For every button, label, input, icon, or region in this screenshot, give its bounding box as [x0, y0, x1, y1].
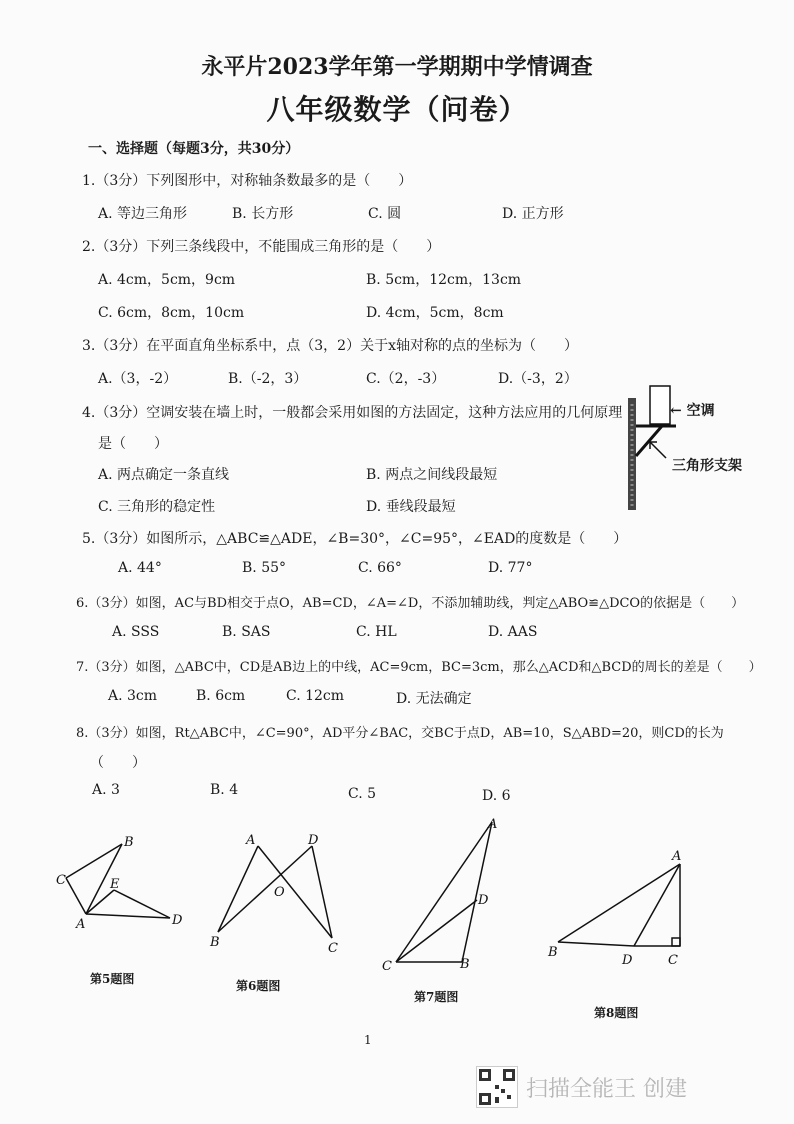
figure-6-caption: 第6题图: [236, 979, 281, 993]
q7-option-c: C. 12cm: [286, 688, 345, 704]
ac-unit-label: ← 空调: [670, 403, 715, 419]
question-6-stem: 6.（3分）如图，AC与BD相交于点O，AB=CD，∠A=∠D，不添加辅助线，判定△ABO≌△DCO的依据是（ ）: [76, 596, 745, 611]
figure-8-caption: 第8题图: [594, 1006, 639, 1020]
q2-option-b: B. 5cm，12cm，13cm: [366, 272, 522, 288]
fig5-label-e: E: [110, 877, 120, 892]
q4-option-b: B. 两点之间线段最短: [366, 467, 498, 483]
page-title: 永平片2023学年第一学期期中学情调查: [201, 54, 593, 80]
question-4-stem: 4.（3分）空调安装在墙上时，一般都会采用如图的方法固定，这种方法应用的几何原理: [82, 405, 623, 421]
fig6-label-c: C: [328, 941, 338, 955]
figure-8: [544, 842, 694, 972]
fig8-label-a: A: [672, 849, 682, 864]
q8-option-a: A. 3: [92, 782, 120, 798]
figure-7: [378, 812, 508, 972]
q2-option-d: D. 4cm，5cm，8cm: [366, 305, 504, 321]
q1-option-b: B. 长方形: [232, 206, 294, 222]
question-5-stem: 5.（3分）如图所示，△ABC≌△ADE，∠B=30°，∠C=95°，∠EAD的度数是（ ）: [82, 531, 628, 547]
q7-option-d: D. 无法确定: [396, 691, 472, 707]
question-3-stem: 3.（3分）在平面直角坐标系中，点（3，2）关于x轴对称的点的坐标为（ ）: [82, 338, 578, 354]
question-4-stem-cont: 是（ ）: [98, 436, 168, 452]
q7-option-a: A. 3cm: [108, 688, 158, 704]
q5-option-d: D. 77°: [488, 560, 533, 576]
figure-7-caption: 第7题图: [414, 990, 459, 1004]
fig7-label-a: A: [488, 817, 498, 832]
arrow-icon: [648, 440, 668, 460]
fig7-label-d: D: [478, 893, 489, 908]
figure-5: [52, 830, 192, 940]
q6-option-b: B. SAS: [222, 624, 271, 640]
q8-option-d: D. 6: [482, 788, 511, 804]
page-number: 1: [364, 1033, 372, 1047]
watermark-text: 扫描全能王 创建: [526, 1077, 687, 1102]
q3-option-d: D.（-3，2）: [498, 371, 578, 387]
q3-option-a: A.（3，-2）: [98, 371, 178, 387]
ac-unit: [650, 386, 670, 424]
q3-option-c: C.（2，-3）: [366, 371, 446, 387]
figure-5-caption: 第5题图: [90, 972, 135, 986]
q4-option-a: A. 两点确定一条直线: [98, 467, 230, 483]
q1-option-a: A. 等边三角形: [98, 206, 188, 222]
q1-option-c: C. 圆: [368, 206, 402, 222]
fig6-label-d: D: [308, 833, 319, 848]
fig6-label-o: O: [274, 885, 285, 900]
q8-option-c: C. 5: [348, 786, 377, 802]
question-8-stem: 8.（3分）如图，Rt△ABC中，∠C=90°，AD平分∠BAC，交BC于点D，AB=10，S△ABD=20，则CD的长为: [76, 726, 724, 741]
q2-option-a: A. 4cm，5cm，9cm: [98, 272, 236, 288]
q5-option-a: A. 44°: [118, 560, 162, 576]
q6-option-a: A. SSS: [112, 624, 160, 640]
q4-option-d: D. 垂线段最短: [366, 499, 456, 515]
fig5-label-c: C: [56, 873, 66, 888]
qr-code-icon: [476, 1066, 518, 1108]
q5-option-c: C. 66°: [358, 560, 402, 576]
q3-option-b: B.（-2，3）: [228, 371, 308, 387]
figure-6: [204, 830, 354, 955]
q6-option-d: D. AAS: [488, 624, 538, 640]
q4-option-c: C. 三角形的稳定性: [98, 499, 216, 515]
bracket-label: 三角形支架: [672, 458, 742, 474]
fig6-label-a: A: [246, 833, 256, 848]
fig8-label-b: B: [548, 945, 558, 960]
page-subtitle: 八年级数学（问卷）: [266, 93, 528, 126]
q2-option-c: C. 6cm，8cm，10cm: [98, 305, 245, 321]
q7-option-b: B. 6cm: [196, 688, 246, 704]
section-header: 一、选择题（每题3分，共30分）: [88, 141, 300, 157]
question-7-stem: 7.（3分）如图，△ABC中，CD是AB边上的中线，AC=9cm，BC=3cm，那么△ACD和△BCD的周长的差是（ ）: [76, 660, 762, 675]
fig5-label-a: A: [76, 917, 86, 932]
fig7-label-b: B: [460, 957, 470, 972]
q1-option-d: D. 正方形: [502, 206, 564, 222]
question-8-stem-cont: （ ）: [90, 755, 146, 771]
fig8-label-d: D: [622, 953, 633, 968]
fig7-label-c: C: [382, 959, 392, 972]
q8-option-b: B. 4: [210, 782, 239, 798]
fig5-label-d: D: [172, 913, 183, 928]
question-2-stem: 2.（3分）下列三条线段中，不能围成三角形的是（ ）: [82, 239, 441, 255]
q5-option-b: B. 55°: [242, 560, 287, 576]
fig6-label-b: B: [210, 935, 220, 950]
q6-option-c: C. HL: [356, 624, 397, 640]
question-1-stem: 1.（3分）下列图形中，对称轴条数最多的是（ ）: [82, 173, 413, 189]
fig5-label-b: B: [124, 835, 134, 850]
fig8-label-c: C: [668, 953, 678, 968]
